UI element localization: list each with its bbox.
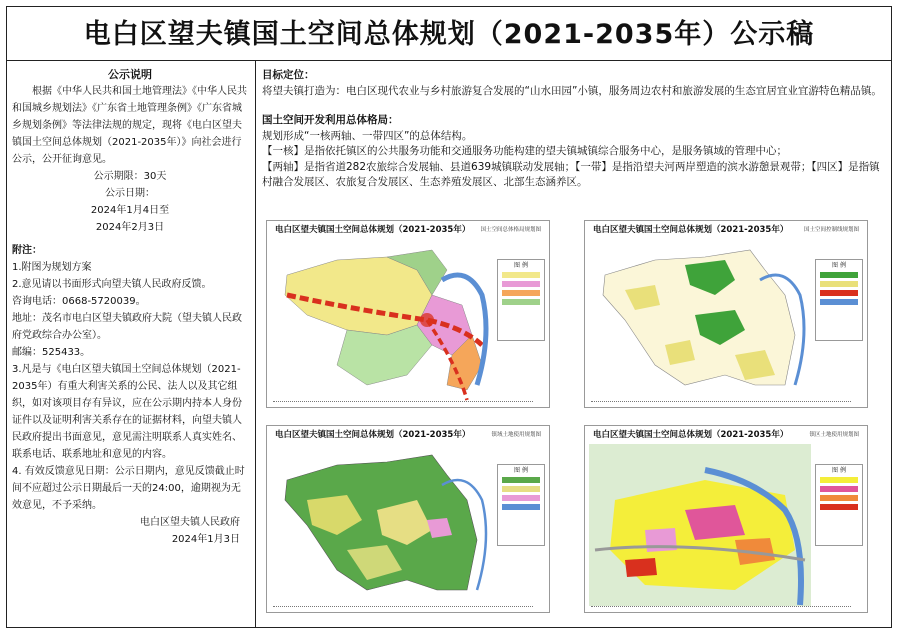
divider-vertical bbox=[255, 60, 256, 628]
legend-title: 图 例 bbox=[514, 467, 528, 474]
notice-heading: 公示说明 bbox=[108, 68, 152, 81]
contact-postcode: 邮编：525433。 bbox=[12, 347, 91, 358]
appendix-item-2: 2.意见请以书面形式向望夫镇人民政府反馈。 bbox=[12, 279, 212, 290]
map-legend bbox=[815, 464, 863, 546]
notice-panel bbox=[12, 66, 248, 548]
map-township-land-use bbox=[266, 425, 550, 613]
legend-swatch bbox=[820, 495, 858, 501]
layout-summary: 规划形成“一核两轴、一带四区”的总体结构。 bbox=[262, 129, 473, 142]
goal-text: 将望夫镇打造为：电白区现代农业与乡村旅游复合发展的“山水田园”小镇，服务周边农村和旅游发展的生态宜居宜业宜游特色精品镇。 bbox=[262, 84, 882, 97]
legend-swatch bbox=[502, 272, 540, 278]
map-title: 电白区望夫镇国土空间总体规划（2021-2035年） bbox=[275, 225, 471, 235]
goal-heading: 目标定位： bbox=[262, 69, 315, 81]
legend-swatch bbox=[820, 272, 858, 278]
map-overall-structure bbox=[266, 220, 550, 408]
map-legend bbox=[497, 259, 545, 341]
map-subtitle: 国土空间控制线规划图 bbox=[803, 227, 859, 233]
legend-title: 图 例 bbox=[832, 467, 846, 474]
map-legend bbox=[497, 464, 545, 546]
layout-core: 【一核】是指依托镇区的公共服务功能和交通服务功能构建的望夫镇城镇综合服务中心，是服务镇域的管理中心； bbox=[262, 145, 787, 157]
legend-swatch bbox=[820, 486, 858, 492]
layout-heading: 国土空间开发利用总体格局： bbox=[262, 114, 399, 126]
legend-swatch bbox=[502, 504, 540, 510]
layout-axes: 【两轴】是指省道282农旅综合发展轴、县道639城镇联动发展轴；【一带】是指沿望夫河两岸塑造的滨水游憩景观带；【四区】是指镇村融合发展区、农旅复合发展区、生态养殖发展区、北部生态涵养区。 bbox=[262, 160, 880, 188]
page-title: 电白区望夫镇国土空间总体规划（2021-2035年）公示稿 bbox=[83, 19, 815, 50]
appendix-item-3: 3.凡是与《电白区望夫镇国土空间总体规划（2021-2035年）有重大利害关系的公民、法人以及其它组织，如对该项目存有异议，应在公示期内持本人身份证件以及证明利害关系存在的证据材料，向望夫镇人民政府提出书面意见，意见需注明联系人真实姓名、联系电话、联系地址和意见的内容。 bbox=[12, 364, 242, 460]
map-control-lines bbox=[584, 220, 868, 408]
map-subtitle: 镇区土地使用规划图 bbox=[809, 432, 859, 438]
map-footnote bbox=[273, 401, 533, 405]
notice-period: 公示期限：30天 bbox=[93, 171, 167, 182]
notice-date-label: 公示日期： bbox=[105, 188, 155, 199]
contact-phone: 咨询电话：0668-5720039。 bbox=[12, 296, 146, 307]
map-title: 电白区望夫镇国土空间总体规划（2021-2035年） bbox=[593, 430, 789, 440]
appendix-item-1: 1.附图为规划方案 bbox=[12, 262, 92, 273]
notice-intro: 根据《中华人民共和国土地管理法》《中华人民共和国城乡规划法》《广东省土地管理条例》《广东省城乡规划条例》等法律法规的规定，现将《电白区望夫镇国土空间总体规划（2021-2035年）》向社会进行公示，公开征询意见。 bbox=[12, 86, 247, 165]
map-footnote bbox=[591, 606, 851, 610]
notice-date-from: 2024年1月4日至 bbox=[90, 205, 170, 216]
legend-swatch bbox=[502, 495, 540, 501]
appendix-heading: 附注： bbox=[12, 245, 42, 256]
appendix-item-4: 4. 有效反馈意见日期：公示日期内，意见反馈截止时间不应超过公示日期最后一天的24:00，逾期视为无效意见，不予采纳。 bbox=[12, 466, 245, 511]
sign-date: 2024年1月3日 bbox=[171, 534, 240, 545]
legend-swatch bbox=[820, 281, 858, 287]
signature: 电白区望夫镇人民政府 bbox=[140, 517, 240, 528]
legend-title: 图 例 bbox=[832, 262, 846, 269]
map-subtitle: 镇域土地使用规划图 bbox=[491, 432, 541, 438]
legend-title: 图 例 bbox=[514, 262, 528, 269]
legend-swatch bbox=[502, 477, 540, 483]
legend-swatch bbox=[820, 290, 858, 296]
map-footnote bbox=[591, 401, 851, 405]
map-legend bbox=[815, 259, 863, 341]
map-town-center-land-use bbox=[584, 425, 868, 613]
legend-swatch bbox=[502, 299, 540, 305]
legend-swatch bbox=[820, 504, 858, 510]
map-subtitle: 国土空间总体格局规划图 bbox=[480, 227, 541, 233]
legend-swatch bbox=[820, 299, 858, 305]
contact-address: 地址：茂名市电白区望夫镇政府大院（望夫镇人民政府党政综合办公室）。 bbox=[12, 313, 242, 341]
legend-swatch bbox=[502, 290, 540, 296]
map-title: 电白区望夫镇国土空间总体规划（2021-2035年） bbox=[593, 225, 789, 235]
notice-date-to: 2024年2月3日 bbox=[95, 222, 165, 233]
legend-swatch bbox=[820, 477, 858, 483]
legend-swatch bbox=[502, 281, 540, 287]
plan-description bbox=[262, 68, 884, 191]
legend-swatch bbox=[502, 486, 540, 492]
map-footnote bbox=[273, 606, 533, 610]
divider-horizontal bbox=[6, 60, 892, 61]
map-title: 电白区望夫镇国土空间总体规划（2021-2035年） bbox=[275, 430, 471, 440]
